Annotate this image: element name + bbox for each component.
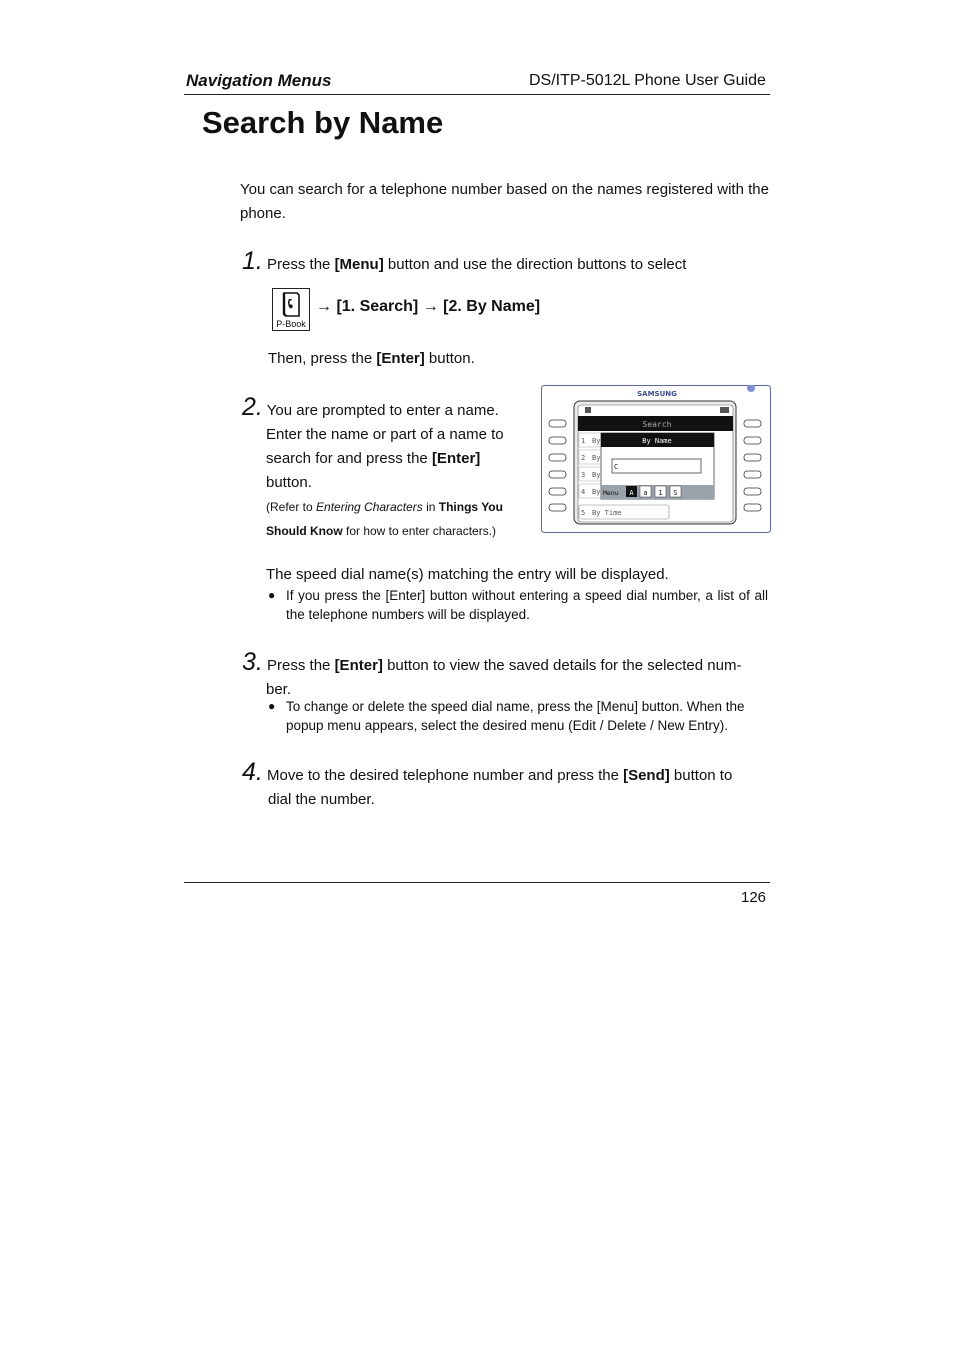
- guide-title: DS/ITP-5012L Phone User Guide: [529, 72, 766, 89]
- step-number: 2.: [242, 393, 263, 421]
- header-rule: [184, 94, 770, 95]
- step-2: 2. You are prompted to enter a name. Enter the name or part of a name to search for and press the [Enter] button. (Refer to Entering Characters in Things You Should Know for how to enter characters.): [242, 395, 527, 543]
- step-4: 4. Move to the desired telephone number and press the [Send] button to dial the number.: [242, 758, 733, 808]
- page-title: Search by Name: [202, 105, 444, 140]
- phone-brand: SAMSUNG: [637, 390, 677, 398]
- menu-key: [Menu]: [334, 256, 384, 273]
- row-text-1: By: [592, 437, 601, 445]
- step-3: 3. Press the [Enter] button to view the saved details for the selected num- ber.: [242, 648, 742, 698]
- phone-display-illustration: [541, 385, 771, 533]
- step-number: 1.: [242, 247, 263, 275]
- section-header: Navigation Menus: [186, 71, 332, 90]
- row-num-4: 4: [581, 488, 586, 496]
- menu-softkey: Menu: [603, 489, 619, 497]
- pbook-icon: [272, 288, 310, 331]
- key-number: 1: [658, 489, 663, 497]
- name-input-value: C: [614, 463, 619, 471]
- row-num-1: 1: [581, 437, 586, 445]
- row-num-3: 3: [581, 471, 586, 479]
- popup-title: By Name: [642, 437, 672, 445]
- step-2-result: The speed dial name(s) matching the entry will be displayed.: [266, 566, 669, 583]
- key-upper: A: [629, 489, 634, 497]
- key-symbol: S: [673, 489, 678, 497]
- intro-paragraph: You can search for a telephone number based on the names registered with the phone.: [240, 181, 769, 222]
- step-number: 3.: [242, 648, 263, 676]
- menu-path: → [1. Search] → [2. By Name]: [316, 298, 541, 315]
- key-lower: a: [643, 489, 648, 497]
- screen-title: Search: [642, 420, 672, 429]
- footer-rule: [184, 882, 770, 883]
- row-num-2: 2: [581, 454, 586, 462]
- row-text-2: By: [592, 454, 601, 462]
- page-number: 126: [741, 889, 767, 906]
- row-text-5: By Time: [592, 509, 622, 517]
- step-3-bullet: ● To change or delete the speed dial name, press the [Menu] button. When the popup menu appears, select the desired menu (Edit / Delete / New Entry).: [268, 699, 745, 733]
- step-1: 1. Press the [Menu] button and use the direction buttons to select: [242, 247, 687, 275]
- step-number: 4.: [242, 758, 263, 786]
- step-1-then: Then, press the [Enter] button.: [268, 350, 475, 367]
- row-text-3: By: [592, 471, 601, 479]
- reference-note: (Refer to Entering Characters in Things You: [266, 500, 503, 514]
- row-text-4: By: [592, 488, 601, 496]
- row-num-5: 5: [581, 509, 586, 517]
- step-2-bullet: ● If you press the [Enter] button without entering a speed dial number, a list of all the telephone numbers will be displayed.: [268, 588, 768, 622]
- pbook-label: P-Book: [276, 319, 306, 329]
